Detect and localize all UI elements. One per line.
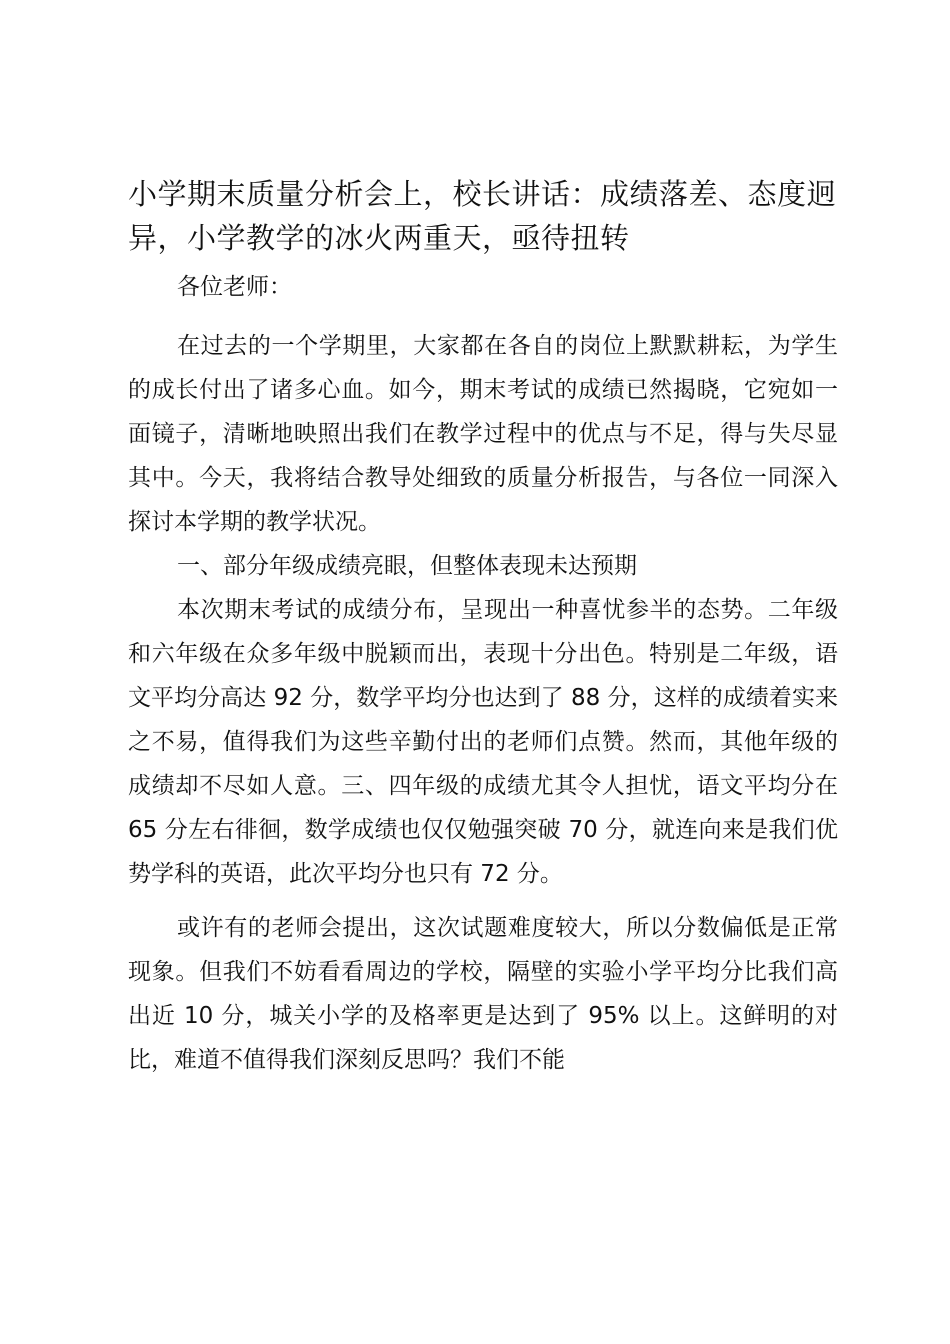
- paragraph-results: 本次期末考试的成绩分布，呈现出一种喜忧参半的态势。二年级和六年级在众多年级中脱颖而出，表现十分出色。特别是二年级，语文平均分高达 92 分，数学平均分也达到了 88 分，这样的成绩着实来之不易，值得我们为这些辛勤付出的老师们点赞。然而，其他年级的成绩却不尽如人意。三、四年级的成绩尤其令人担忧，语文平均分在 65 分左右徘徊，数学成绩也仅仅勉强突破 70 分，就连向来是我们优势学科的英语，此次平均分也只有 72 分。: [128, 597, 838, 887]
- paragraph-comparison: 或许有的老师会提出，这次试题难度较大，所以分数偏低是正常现象。但我们不妨看看周边的学校，隔壁的实验小学平均分比我们高出近 10 分，城关小学的及格率更是达到了 95% 以上。这鲜明的对比，难道不值得我们深刻反思吗？我们不能: [128, 915, 838, 1073]
- paragraph-intro: 在过去的一个学期里，大家都在各自的岗位上默默耕耘，为学生的成长付出了诸多心血。如今，期末考试的成绩已然揭晓，它宛如一面镜子，清晰地映照出我们在教学过程中的优点与不足，得与失尽显其中。今天，我将结合教导处细致的质量分析报告，与各位一同深入探讨本学期的教学状况。: [128, 333, 838, 535]
- document-page: [128, 172, 838, 1082]
- salutation: 各位老师：: [177, 274, 292, 300]
- section-heading-1: 一、部分年级成绩亮眼，但整体表现未达预期: [177, 553, 637, 579]
- document-title: 小学期末质量分析会上，校长讲话：成绩落差、态度迥异，小学教学的冰火两重天，亟待扭转: [128, 177, 837, 255]
